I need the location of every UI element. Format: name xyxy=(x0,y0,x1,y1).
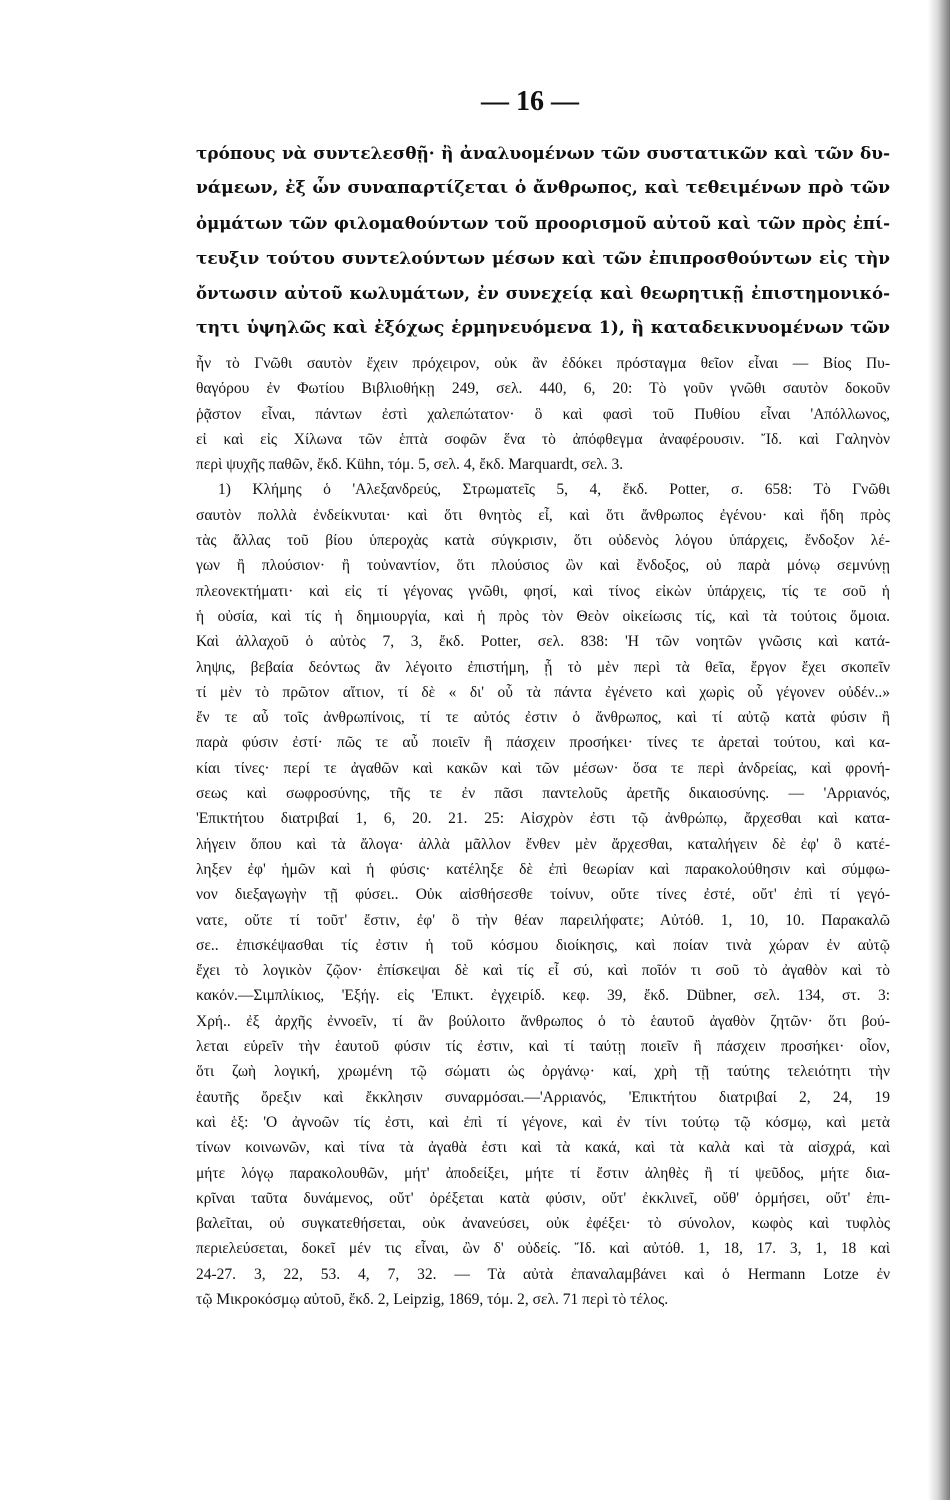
page-number: — 16 — xyxy=(481,86,579,117)
footnote-line: κρῖναι ταῦτα δυνάμενος, οὔτ' ὀρέξεται κατὰ φύσιν, οὔτ' ἐκκλινεῖ, οὔθ' ὁρμήσει, οὔτ' ἐπι- xyxy=(196,1189,890,1207)
footnote-line: ληξεν ἐφ' ἡμῶν καὶ ἡ φύσις· κατέληξε δὲ ἐπὶ θεωρίαν καὶ παρακολούθησιν καὶ σύμφω- xyxy=(196,860,890,878)
footnote-line: περὶ ψυχῆς παθῶν, ἔκδ. Kühn, τόμ. 5, σελ. 4, ἔκδ. Marquardt, σελ. 3. xyxy=(196,456,624,474)
footnote-line: τίνων κοινωνῶν, καὶ τίνα τὰ ἀγαθὰ ἐστι καὶ τὰ κακά, καὶ τὰ καλὰ καὶ τὰ αἰσχρά, καὶ xyxy=(196,1139,890,1157)
main-line: ὀμμάτων τῶν φιλομαθούντων τοῦ προορισμοῦ αὐτοῦ καὶ τῶν πρὸς ἐπί- xyxy=(196,213,890,233)
footnote-line: ληψις, βεβαία δεόντως ἂν λέγοιτο ἐπιστήμη, ᾗ τὸ μὲν περὶ τὰ θεῖα, ἔργον ἔχει σκοπεῖν xyxy=(196,658,890,676)
footnote-line: τί μὲν τὸ πρῶτον αἴτιον, τί δὲ « δι' οὗ τὰ πάντα ἐγένετο καὶ χωρὶς οὗ γέγονεν οὐδέν..» xyxy=(196,683,890,701)
footnote-line: ἔχει τὸ λογικὸν ζῷον· ἐπίσκεψαι δὲ καὶ τίς εἶ σύ, καὶ ποῖόν τι σοῦ τὸ ἀγαθὸν καὶ τὸ xyxy=(196,962,890,980)
footnotes xyxy=(196,351,890,1312)
footnote-line: μήτε λόγῳ παρακολουθῶν, μήτ' ἀποδείξει, μήτε τί ἔστιν ἀληθὲς ἢ τί ψεῦδος, μήτε δια- xyxy=(196,1164,890,1182)
main-line: τευξιν τούτου συντελούντων μέσων καὶ τῶν ἐπιπροσθούντων εἰς τὴν xyxy=(196,248,890,268)
footnote-line: νατε, οὔτε τί τοῦτ' ἔστιν, ἐφ' ὃ τὴν θέαν παρειλήφατε; Αὐτόθ. 1, 10, 10. Παρακαλῶ xyxy=(196,911,890,929)
footnote-line: ἡ οὐσία, καὶ τίς ἡ δημιουργία, καὶ ἡ πρὸς τὸν Θεὸν οἰκείωσις τίς, καὶ τὰ τούτοις ὅμοια. xyxy=(196,607,890,625)
footnote-line: γων ἢ πλούσιον· ἢ τοὐναντίον, ὅτι πλούσιος ὢν καὶ ἔνδοξος, οὐ παρὰ μόνῳ σεμνύνῃ xyxy=(196,557,890,575)
footnote-line: νον διεξαγωγὴν τῇ φύσει.. Οὐκ αἰσθήσεσθε τοίνυν, οὔτε τίνες ἐστέ, οὔτ' ἐπὶ τί γεγό- xyxy=(196,886,890,904)
footnote-line: λεται εὑρεῖν τὴν ἑαυτοῦ φύσιν τίς ἐστιν, καὶ τί ταύτῃ ποιεῖν ἢ πάσχειν προσήκει· οἷον, xyxy=(196,1038,890,1056)
footnote-line: Χρή.. ἐξ ἀρχῆς ἐννοεῖν, τί ἂν βούλοιτο ἄνθρωπος ὁ τὸ ἑαυτοῦ ἀγαθὸν ζητῶν· ὅτι βού- xyxy=(196,1012,890,1030)
main-text xyxy=(196,136,890,346)
footnote-line: βαλεῖται, οὐ συγκατεθήσεται, οὐκ ἀνανεύσει, οὐκ ἐφέξει· τὸ σύνολον, κωφὸς καὶ τυφλὸς xyxy=(196,1215,890,1233)
footnote-line: πλεονεκτήματι· καὶ εἰς τί γέγονας γνῶθι, φησί, καὶ τίνος εἰκὼν ὑπάρχεις, τίς τε σοῦ ἡ xyxy=(196,582,890,600)
footnote-line: κίαι τίνες· περί τε ἀγαθῶν καὶ κακῶν καὶ τῶν μέσων· ὅσα τε περὶ ἀνδρείας, καὶ φρονή- xyxy=(196,759,890,777)
main-line: ὄντωσιν αὐτοῦ κωλυμάτων, ἐν συνεχείᾳ καὶ θεωρητικῇ ἐπιστημονικό- xyxy=(196,283,890,303)
footnote-line: λήγειν ὅπου καὶ τὰ ἄλογα· ἀλλὰ μᾶλλον ἔνθεν μὲν ἄρχεσθαι, καταλήγειν δὲ ἐφ' ὃ κατέ- xyxy=(196,835,890,853)
footnote-line: περιελεύσεται, δοκεῖ μέν τις εἶναι, ὢν δ' οὐδείς. Ἴδ. καὶ αὐτόθ. 1, 18, 17. 3, 1, 18 καὶ xyxy=(196,1240,890,1258)
footnote-line: 1) Κλήμης ὁ 'Αλεξανδρεύς, Στρωματεῖς 5, 4, ἔκδ. Potter, σ. 658: Τὸ Γνῶθι xyxy=(218,481,890,499)
footnote-line: τὰς ἄλλας τοῦ βίου ὑπεροχὰς κατὰ σύγκρισιν, ὅτι οὐδενὸς λόγου ὑπάρχεις, ἔνδοξον λέ- xyxy=(196,532,890,550)
footnote-line: σε.. ἐπισκέψασθαι τίς ἐστιν ἡ τοῦ κόσμου διοίκησις, καὶ ποίαν τινὰ χώραν ἐν αὐτῷ xyxy=(196,936,890,954)
footnote-line: κακόν.—Σιμπλίκιος, 'Εξήγ. εἰς 'Επικτ. ἐγχειρίδ. κεφ. 39, ἔκδ. Dübner, σελ. 134, στ. 3: xyxy=(196,987,890,1005)
footnote-line: ἔν τε αὖ τοῖς ἀνθρωπίνοις, τί τε αὐτός ἐστιν ὁ ἄνθρωπος, καὶ τί αὐτῷ κατὰ φύσιν ἢ xyxy=(196,709,890,727)
footnote-line: θαγόρου ἐν Φωτίου Βιβλιοθήκῃ 249, σελ. 440, 6, 20: Τὸ γοῦν γνῶθι σαυτὸν δοκοῦν xyxy=(196,380,890,398)
footnote-line: Καὶ ἀλλαχοῦ ὁ αὐτὸς 7, 3, ἔκδ. Potter, σελ. 838: 'Η τῶν νοητῶν γνῶσις καὶ κατά- xyxy=(196,633,890,651)
main-line: τητι ὑψηλῶς καὶ ἐξόχως ἑρμηνευόμενα 1), ἢ καταδεικνυομένων τῶν xyxy=(196,318,890,338)
footnote-line: 24-27. 3, 22, 53. 4, 7, 32. — Τὰ αὐτὰ ἐπαναλαμβάνει καὶ ὁ Hermann Lotze ἐν xyxy=(196,1265,890,1283)
footnote-line: καὶ ἑξ: 'Ο ἀγνοῶν τίς ἐστι, καὶ ἐπὶ τί γέγονε, καὶ ἐν τίνι τούτῳ τῷ κόσμῳ, καὶ μετὰ xyxy=(196,1113,890,1131)
footnote-line: ἦν τὸ Γνῶθι σαυτὸν ἔχειν πρόχειρον, οὐκ ἂν ἐδόκει πρόσταγμα θεῖον εἶναι — Βίος Πυ- xyxy=(196,355,890,372)
footnote-line: ἑαυτῆς ὄρεξιν καὶ ἔκκλησιν συναρμόσαι.—'Αρριανός, 'Επικτήτου διατριβαί 2, 24, 19 xyxy=(196,1088,890,1106)
main-line: τρόπους νὰ συντελεσθῇ· ἢ ἀναλυομένων τῶν συστατικῶν καὶ τῶν δυ- xyxy=(196,143,890,163)
footnote-line: σαυτὸν πολλὰ ἐνδείκνυται· καὶ ὅτι θνητὸς εἶ, καὶ ὅτι ἄνθρωπος ἐγένου· καὶ ἤδη πρὸς xyxy=(196,506,890,524)
footnote-line: ῥᾷστον εἶναι, πάντων ἐστὶ χαλεπώτατον· ὃ καὶ φασὶ τοῦ Πυθίου εἶναι 'Απόλλωνος, xyxy=(196,405,890,423)
footnote-line: παρὰ φύσιν ἐστί· πῶς τε αὖ ποιεῖν ἢ πάσχειν προσήκει· τίνες τε ἀρεταὶ τούτου, καὶ κα- xyxy=(196,734,890,752)
footnote-line: ὅτι ζωὴ λογική, χρωμένη τῷ σώματι ὡς ὀργάνῳ· καί, χρὴ τῇ ταύτης τελειότητι τὴν xyxy=(196,1063,890,1081)
footnote-line: σεως καὶ σωφροσύνης, τῆς τε ἐν πᾶσι παντελοῦς ἀρετῆς δικαιοσύνης. — 'Αρριανός, xyxy=(196,785,890,803)
footnote-line: τῷ Μικροκόσμῳ αὐτοῦ, ἔκδ. 2, Leipzig, 1869, τόμ. 2, σελ. 71 περὶ τὸ τέλος. xyxy=(196,1290,669,1308)
main-line: νάμεων, ἐξ ὧν συναπαρτίζεται ὁ ἄνθρωπος, καὶ τεθειμένων πρὸ τῶν xyxy=(196,178,890,198)
page-edge-shadow xyxy=(928,0,950,1500)
footnote-line: εἰ καὶ εἰς Χίλωνα τῶν ἑπτὰ σοφῶν ἕνα τὸ ἀπόφθεγμα ἀναφέρουσιν. Ἴδ. καὶ Γαληνὸν xyxy=(196,430,890,448)
footnote-line: 'Επικτήτου διατριβαί 1, 6, 20. 21. 25: Αἰσχρὸν ἐστι τῷ ἀνθρώπῳ, ἄρχεσθαι καὶ κατα- xyxy=(196,810,890,828)
